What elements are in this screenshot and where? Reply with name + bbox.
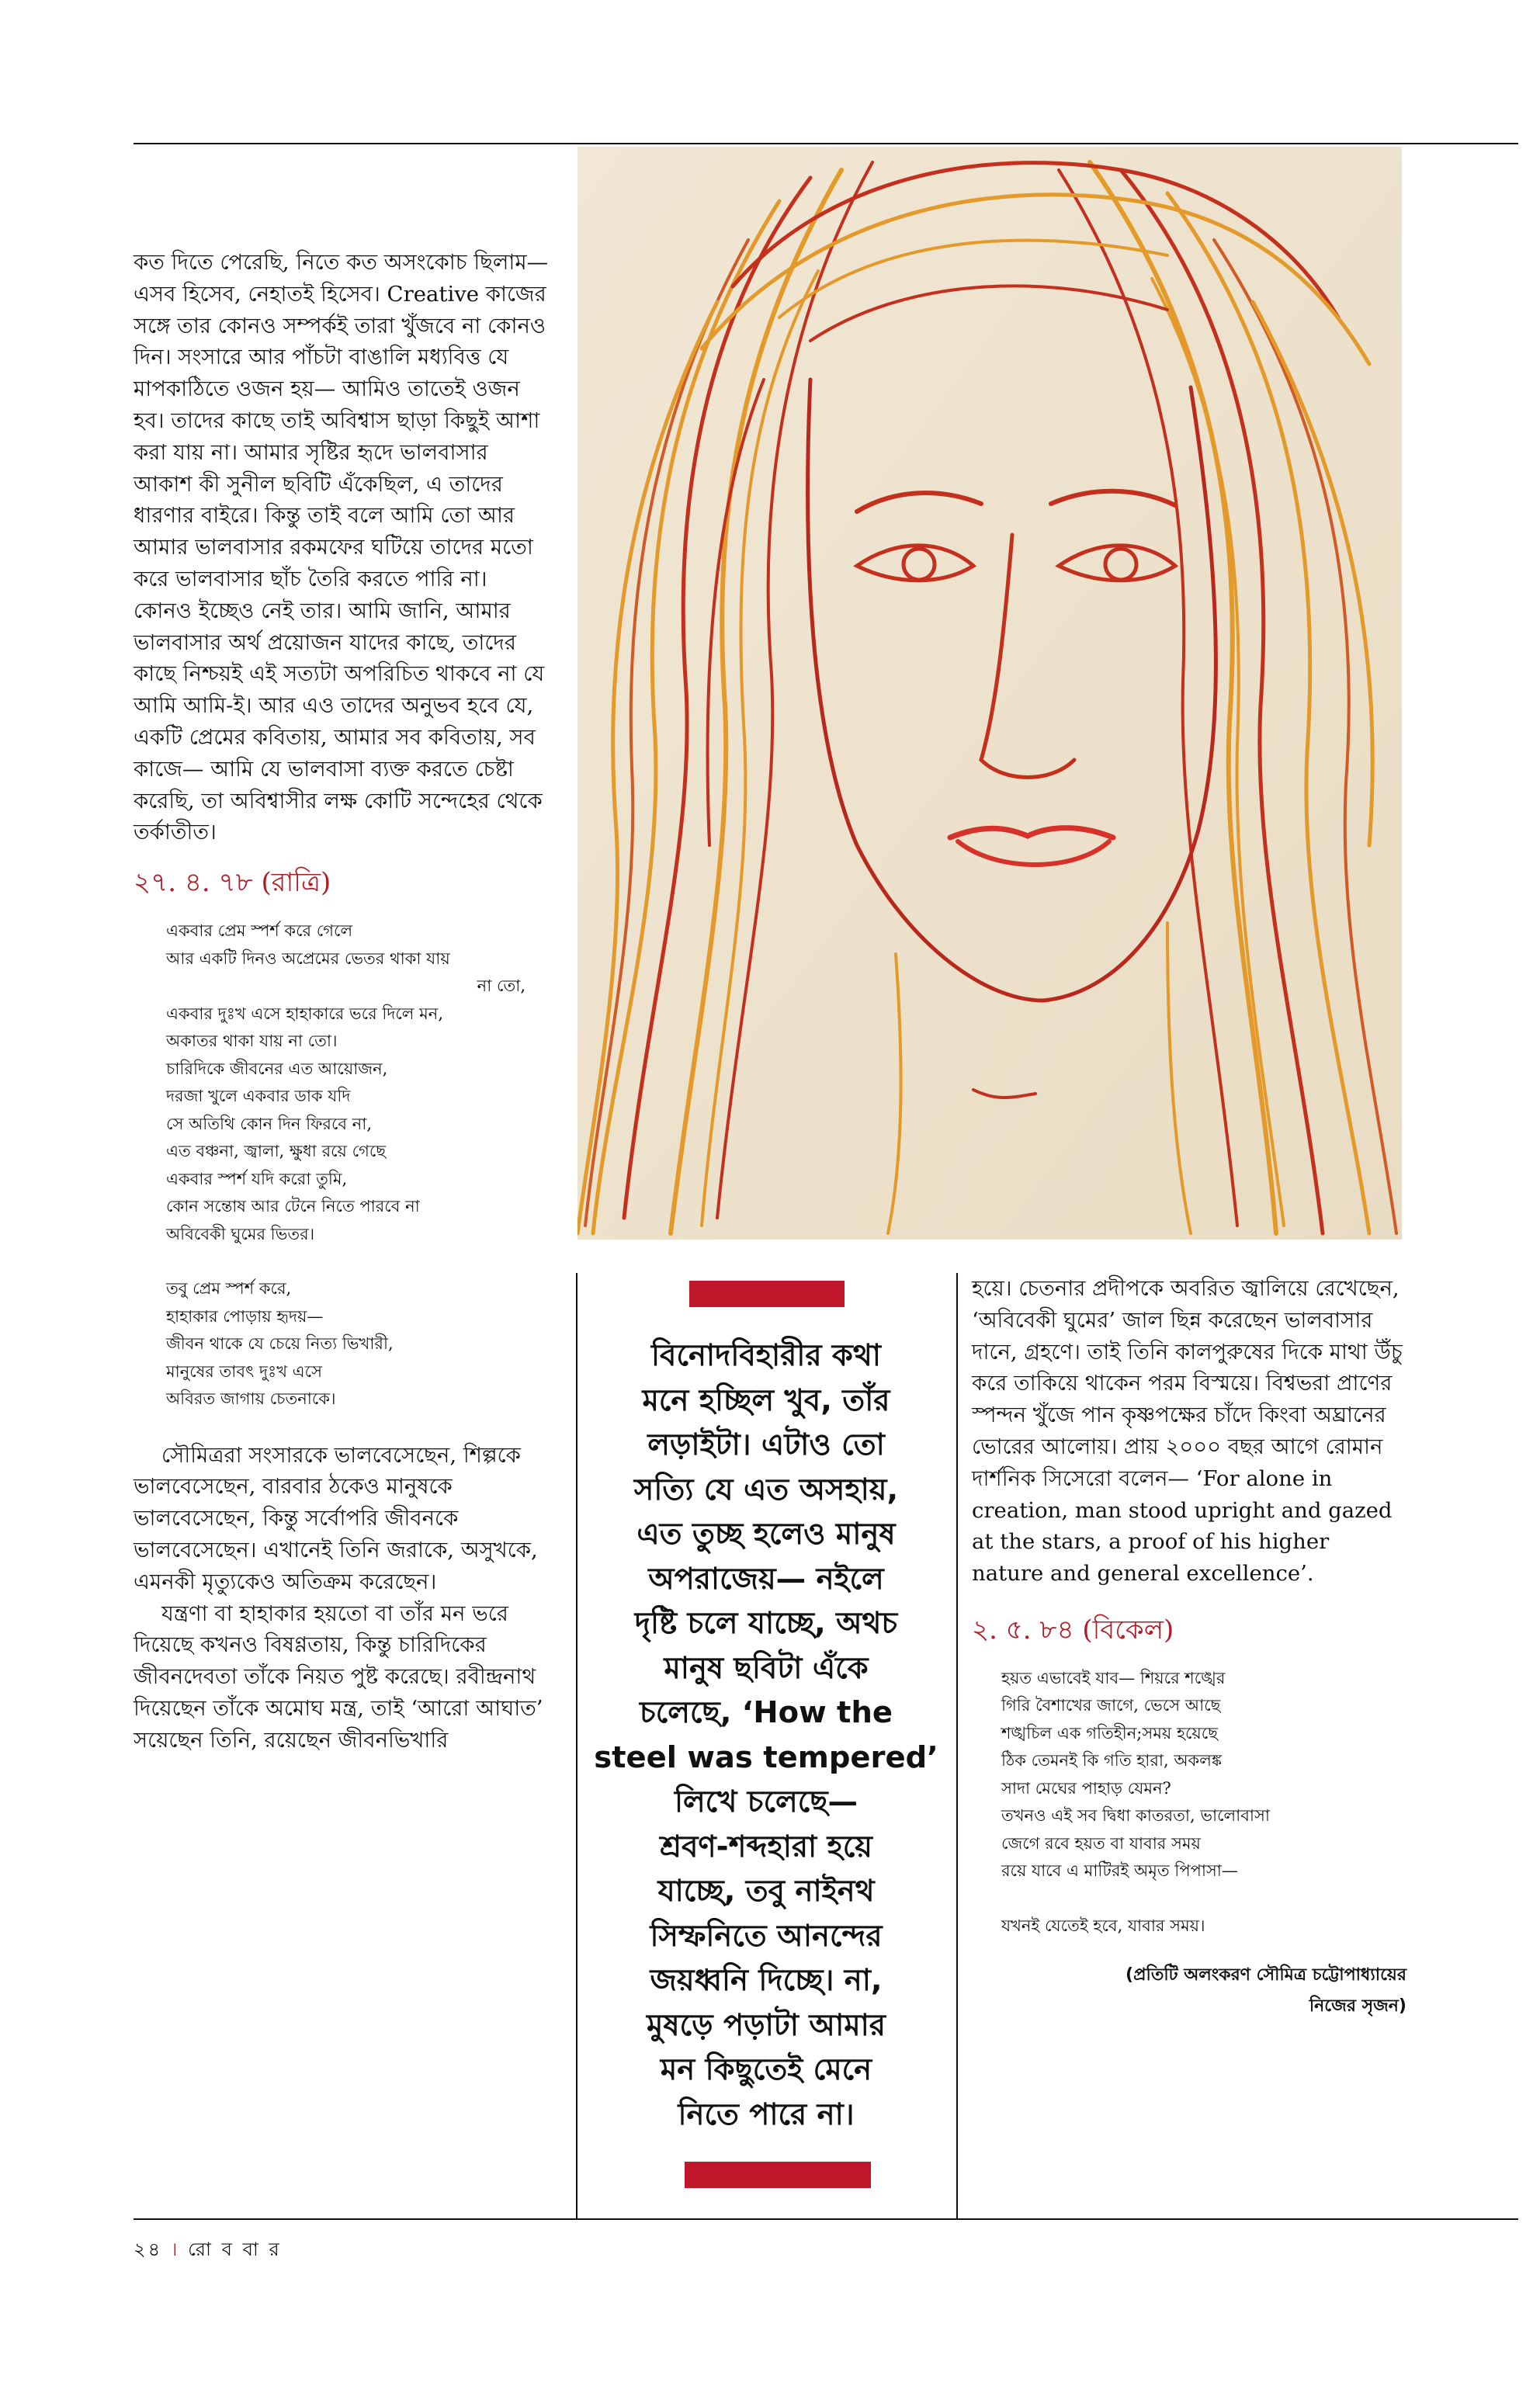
poem-line: যখনই যেতেই হবে, যাবার সময়। — [1001, 1916, 1205, 1935]
page-number: ২৪ — [134, 2239, 163, 2260]
column-rule-left — [576, 1273, 578, 2218]
poem-line: অবিরত জাগায় চেতনাকে। — [166, 1389, 336, 1409]
pull-quote-line: শ্রবণ-শব্দহারা হয়ে — [659, 1829, 872, 1864]
poem-line: সাদা মেঘের পাহাড় যেমন? — [1001, 1778, 1171, 1798]
poem-line: অকাতর থাকা যায় না তো। — [166, 1032, 338, 1051]
poem-line: হাহাকার পোড়ায় হৃদয়— — [166, 1306, 324, 1326]
poem-line: ঠিক তেমনই কি গতি হারা, অকলঙ্ক — [1001, 1751, 1223, 1770]
bottom-rule — [134, 2218, 1518, 2220]
left-paragraph-3: যন্ত্রণা বা হাহাকার হয়তো বা তাঁর মন ভরে দিয়েছে কখনও বিষণ্ণতায়, কিন্তু চারিদিকের জীবনদেবতা তাঁকে নিয়ত পুষ্ট করেছে। রবীন্দ্রনাথ দিয়েছেন তাঁকে অমোঘ মন্ত্র, তাই ‘আরো আঘাত’ সয়েছেন তিনি, রয়েছেন জীবনভিখারি — [134, 1601, 543, 1753]
left-paragraph-2: সৌমিত্ররা সংসারকে ভালবেসেছেন, শিল্পকে ভালবেসেছেন, বারবার ঠকেও মানুষকে ভালবেসেছেন, কিন্তু সর্বোপরি জীবনকে ভালবেসেছেন। এখানেই তিনি জরাকে, অসুখকে, এমনকী মৃত্যুকেও অতিক্রম করেছেন। — [134, 1442, 538, 1594]
stanza-gap — [166, 1248, 549, 1275]
magazine-name: রো ব বা র — [188, 2239, 282, 2260]
poem-line: তখনও এই সব দ্বিধা কাতরতা, ভালোবাসা — [1001, 1806, 1270, 1826]
portrait-illustration — [578, 147, 1402, 1240]
poem-2 — [972, 1665, 1406, 1940]
poem-line: জীবন থাকে যে চেয়ে নিত্য ভিখারী, — [166, 1334, 394, 1354]
pull-quote-line: বিনোদবিহারীর কথা — [651, 1338, 881, 1373]
pull-quote-line: দৃষ্টি চলে যাচ্ছে, অথচ — [634, 1606, 898, 1641]
date-heading-2: ২. ৫. ৮৪ (বিকেল) — [972, 1614, 1174, 1646]
pull-quote-line: লড়াইটা। এটাও তো — [647, 1427, 885, 1462]
poem-line: সে অতিথি কোন দিন ফিরবে না, — [166, 1114, 373, 1133]
poem-line: জেগে রবে হয়ত বা যাবার সময় — [1001, 1833, 1201, 1853]
stanza-gap — [1001, 1885, 1406, 1913]
pull-quote-line: অপরাজেয়— নইলে — [648, 1561, 884, 1597]
pull-quote — [591, 1333, 941, 2137]
page-footer — [134, 2235, 282, 2266]
footer-separator: । — [170, 2239, 180, 2260]
right-paragraph-1: হয়ে। চেতনার প্রদীপকে অবরিত জ্বালিয়ে রেখেছেন, ‘অবিবেকী ঘুমের’ জাল ছিন্ন করেছেন ভালবাসার দানে, গ্রহণে। তাই তিনি কালপুরুষের দিকে মাথা উঁচু করে তাকিয়ে থাকেন পরম বিস্ময়ে। বিশ্বভরা প্রাণের স্পন্দন খুঁজে পান কৃষ্ণপক্ষের চাঁদে কিংবা অঘ্রানের ভোরের আলোয়। প্রায় ২০০০ বছর আগে রোমান দার্শনিক সিসেরো বলেন— ‘For alone in creation, man stood upright and gazed at the stars, a proof of his higher nature and general excellence’. — [972, 1276, 1403, 1587]
poem-line: রয়ে যাবে এ মাটিরই অমৃত পিপাসা— — [1001, 1861, 1238, 1881]
poem-line: হয়ত এভাবেই যাব— শিয়রে শঙ্খের — [1001, 1668, 1226, 1687]
poem-line: তবু প্রেম স্পর্শ করে, — [166, 1279, 292, 1299]
top-rule — [134, 143, 1518, 144]
poem-line: না তো, — [477, 976, 525, 996]
portrait-sketch — [578, 147, 1402, 1240]
poem-line: চারিদিকে জীবনের এত আয়োজন, — [166, 1059, 388, 1078]
left-column — [134, 247, 549, 1757]
right-column — [972, 1273, 1406, 2022]
pull-quote-top-bar — [689, 1281, 845, 1307]
pull-quote-line: মন কিছুতেই মেনে — [660, 2052, 872, 2087]
poem-line: এত বঞ্চনা, জ্বালা, ক্ষুধা রয়ে গেছে — [166, 1142, 387, 1161]
pull-quote-line: steel was tempered’ — [594, 1739, 938, 1775]
poem-1 — [134, 917, 549, 1413]
pull-quote-line: মানুষ ছবিটা এঁকে — [664, 1650, 869, 1686]
pull-quote-line: সত্যি যে এত অসহায়, — [633, 1472, 899, 1507]
poem-line: মানুষের তাবৎ দুঃখ এসে — [166, 1361, 322, 1381]
poem-line: কোন সন্তোষ আর টেনে নিতে পারবে না — [166, 1197, 420, 1216]
pull-quote-line: যাচ্ছে, তবু নাইনথ — [657, 1874, 875, 1909]
poem-line: একবার স্পর্শ যদি করো তুমি, — [166, 1169, 348, 1188]
poem-line: অবিবেকী ঘুমের ভিতর। — [166, 1224, 315, 1243]
credit-line: নিজের সৃজন) — [1309, 1996, 1406, 2017]
poem-line: দরজা খুলে একবার ডাক যদি — [166, 1087, 351, 1106]
pull-quote-line: সিম্ফনিতে আনন্দের — [650, 1918, 883, 1954]
poem-line: শঙ্খচিল এক গতিহীন;সময় হয়েছে — [1001, 1723, 1218, 1743]
pull-quote-line: এত তুচ্ছ হলেও মানুষ — [636, 1517, 896, 1552]
pull-quote-line: মুষড়ে পড়াটা আমার — [647, 2007, 886, 2043]
poem-line: আর একটি দিনও অপ্রেমের ভেতর থাকা যায় — [166, 949, 450, 968]
column-rule-right — [956, 1273, 958, 2218]
pull-quote-line: লিখে চলেছে— — [674, 1784, 858, 1819]
pull-quote-line: মনে হচ্ছিল খুব, তাঁর — [642, 1382, 890, 1418]
credit-line: (প্রতিটি অলংকরণ সৌমিত্র চট্টোপাধ্যায়ের — [1126, 1965, 1406, 1985]
poem-line: একবার দুঃখ এসে হাহাকারে ভরে দিলে মন, — [166, 1004, 444, 1023]
pull-quote-line: জয়ধ্বনি দিচ্ছে। না, — [650, 1963, 883, 1998]
date-heading-1: ২৭. ৪. ৭৮ (রাত্রি) — [134, 867, 331, 899]
pull-quote-bottom-bar — [685, 2162, 871, 2188]
left-paragraph-1: কত দিতে পেরেছি, নিতে কত অসংকোচ ছিলাম— এসব হিসেব, নেহাতই হিসেব। Creative কাজের সঙ্গে তার কোনও সম্পর্কই তারা খুঁজবে না কোনও দিন। সংসারে আর পাঁচটা বাঙালি মধ্যবিত্ত যে মাপকাঠিতে ওজন হয়— আমিও তাতেই ওজন হব। তাদের কাছে তাই অবিশ্বাস ছাড়া কিছুই আশা করা যায় না। আমার সৃষ্টির হৃদে ভালবাসার আকাশ কী সুনীল ছবিটি এঁকেছিল, এ তাদের ধারণার বাইরে। কিন্তু তাই বলে আমি তো আর আমার ভালবাসার রকমফের ঘটিয়ে তাদের মতো করে ভালবাসার ছাঁচ তৈরি করতে পারি না। কোনও ইচ্ছেও নেই তার। আমি জানি, আমার ভালবাসার অর্থ প্রয়োজন যাদের কাছে, তাদের কাছে নিশ্চয়ই এই সত্যটা অপরিচিত থাকবে না যে আমি আমি-ই। আর এও তাদের অনুভব হবে যে, একটি প্রেমের কবিতায়, আমার সব কবিতায়, সব কাজে— আমি যে ভালবাসা ব্যক্ত করতে চেষ্টা করেছি, তা অবিশ্বাসীর লক্ষ কোটি সন্দেহের থেকে তর্কাতীত। — [134, 250, 549, 845]
pull-quote-line: চলেছে, ‘How the — [640, 1695, 893, 1730]
pull-quote-line: নিতে পারে না। — [678, 2096, 855, 2132]
poem-line: গিরি বৈশাখের জাগে, ভেসে আছে — [1001, 1696, 1221, 1715]
poem-line: একবার প্রেম স্পর্শ করে গেলে — [166, 921, 353, 941]
illustration-credit — [972, 1960, 1406, 2022]
